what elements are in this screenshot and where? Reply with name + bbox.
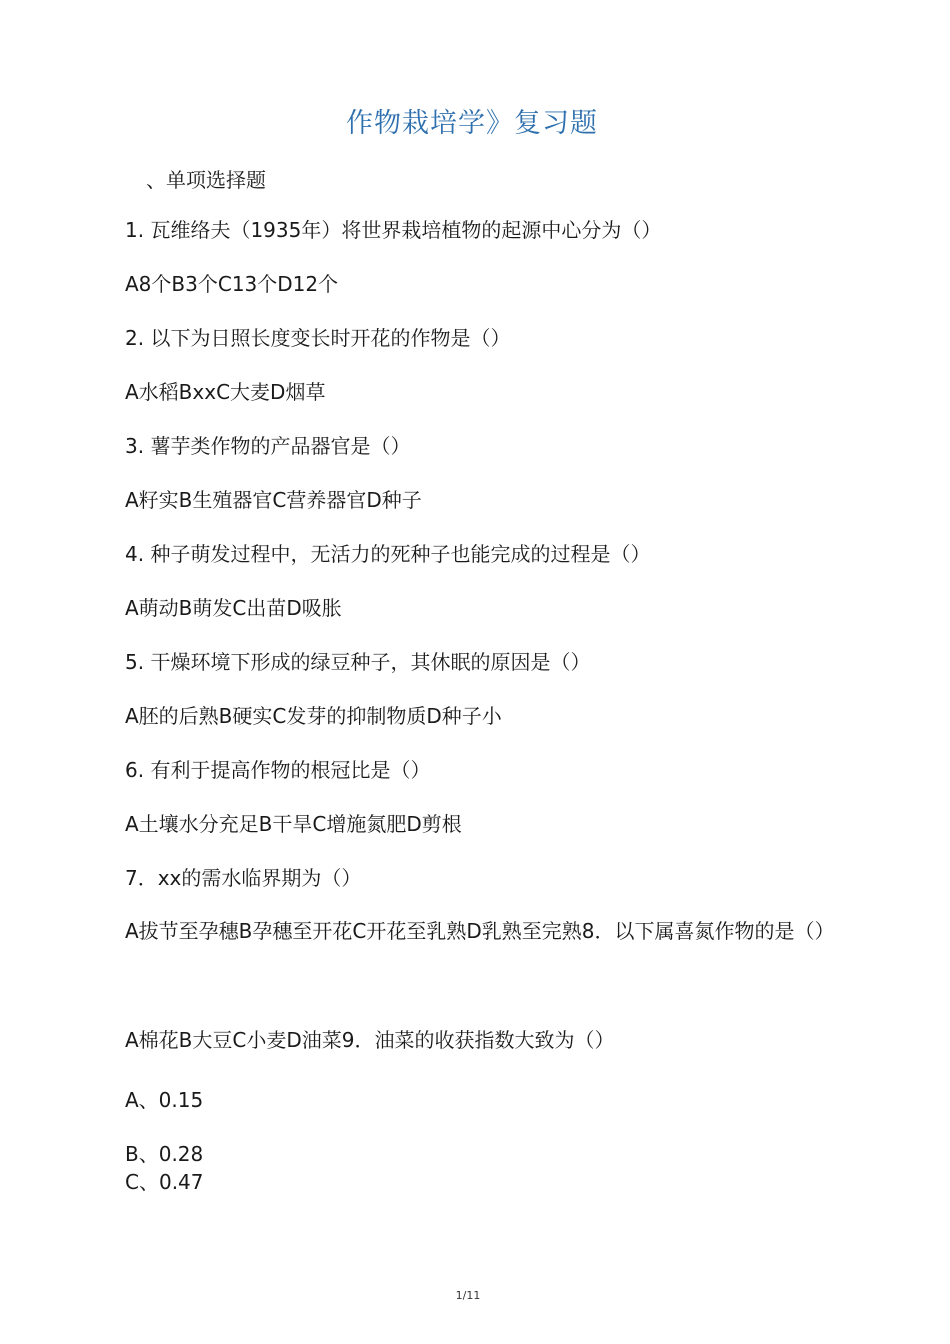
answer-options-1: A8个B3个C13个D12个 xyxy=(125,272,339,296)
question-3: 3. 薯芋类作物的产品器官是（） xyxy=(125,434,411,458)
section-heading: 、单项选择题 xyxy=(146,168,266,192)
option-c: C、0.47 xyxy=(125,1170,204,1194)
answer-options-8-question-9: A棉花B大豆C小麦D油菜9．油菜的收获指数大致为（） xyxy=(125,1028,615,1052)
question-2: 2. 以下为日照长度变长时开花的作物是（） xyxy=(125,326,511,350)
document-title: 作物栽培学》复习题 xyxy=(346,108,598,139)
question-1: 1. 瓦维络夫（1935年）将世界栽培植物的起源中心分为（） xyxy=(125,218,662,242)
answer-options-3: A籽实B生殖器官C营养器官D种子 xyxy=(125,488,422,512)
question-6: 6. 有利于提高作物的根冠比是（） xyxy=(125,758,431,782)
option-a: A、0.15 xyxy=(125,1088,204,1112)
question-4: 4. 种子萌发过程中，无活力的死种子也能完成的过程是（） xyxy=(125,542,651,566)
answer-options-4: A萌动B萌发C出苗D吸胀 xyxy=(125,596,342,620)
option-b: B、0.28 xyxy=(125,1142,204,1166)
answer-options-2: A水稻BxxC大麦D烟草 xyxy=(125,380,326,404)
answer-options-7-question-8: A拔节至孕穗B孕穗至开花C开花至乳熟D乳熟至完熟8．以下属喜氮作物的是（） xyxy=(125,919,835,943)
question-7: 7．xx的需水临界期为（） xyxy=(125,866,362,890)
question-5: 5. 干燥环境下形成的绿豆种子，其休眠的原因是（） xyxy=(125,650,591,674)
page-number: 1/11 xyxy=(455,1289,481,1302)
answer-options-5: A胚的后熟B硬实C发芽的抑制物质D种子小 xyxy=(125,704,502,728)
answer-options-6: A土壤水分充足B干旱C增施氮肥D剪根 xyxy=(125,812,462,836)
